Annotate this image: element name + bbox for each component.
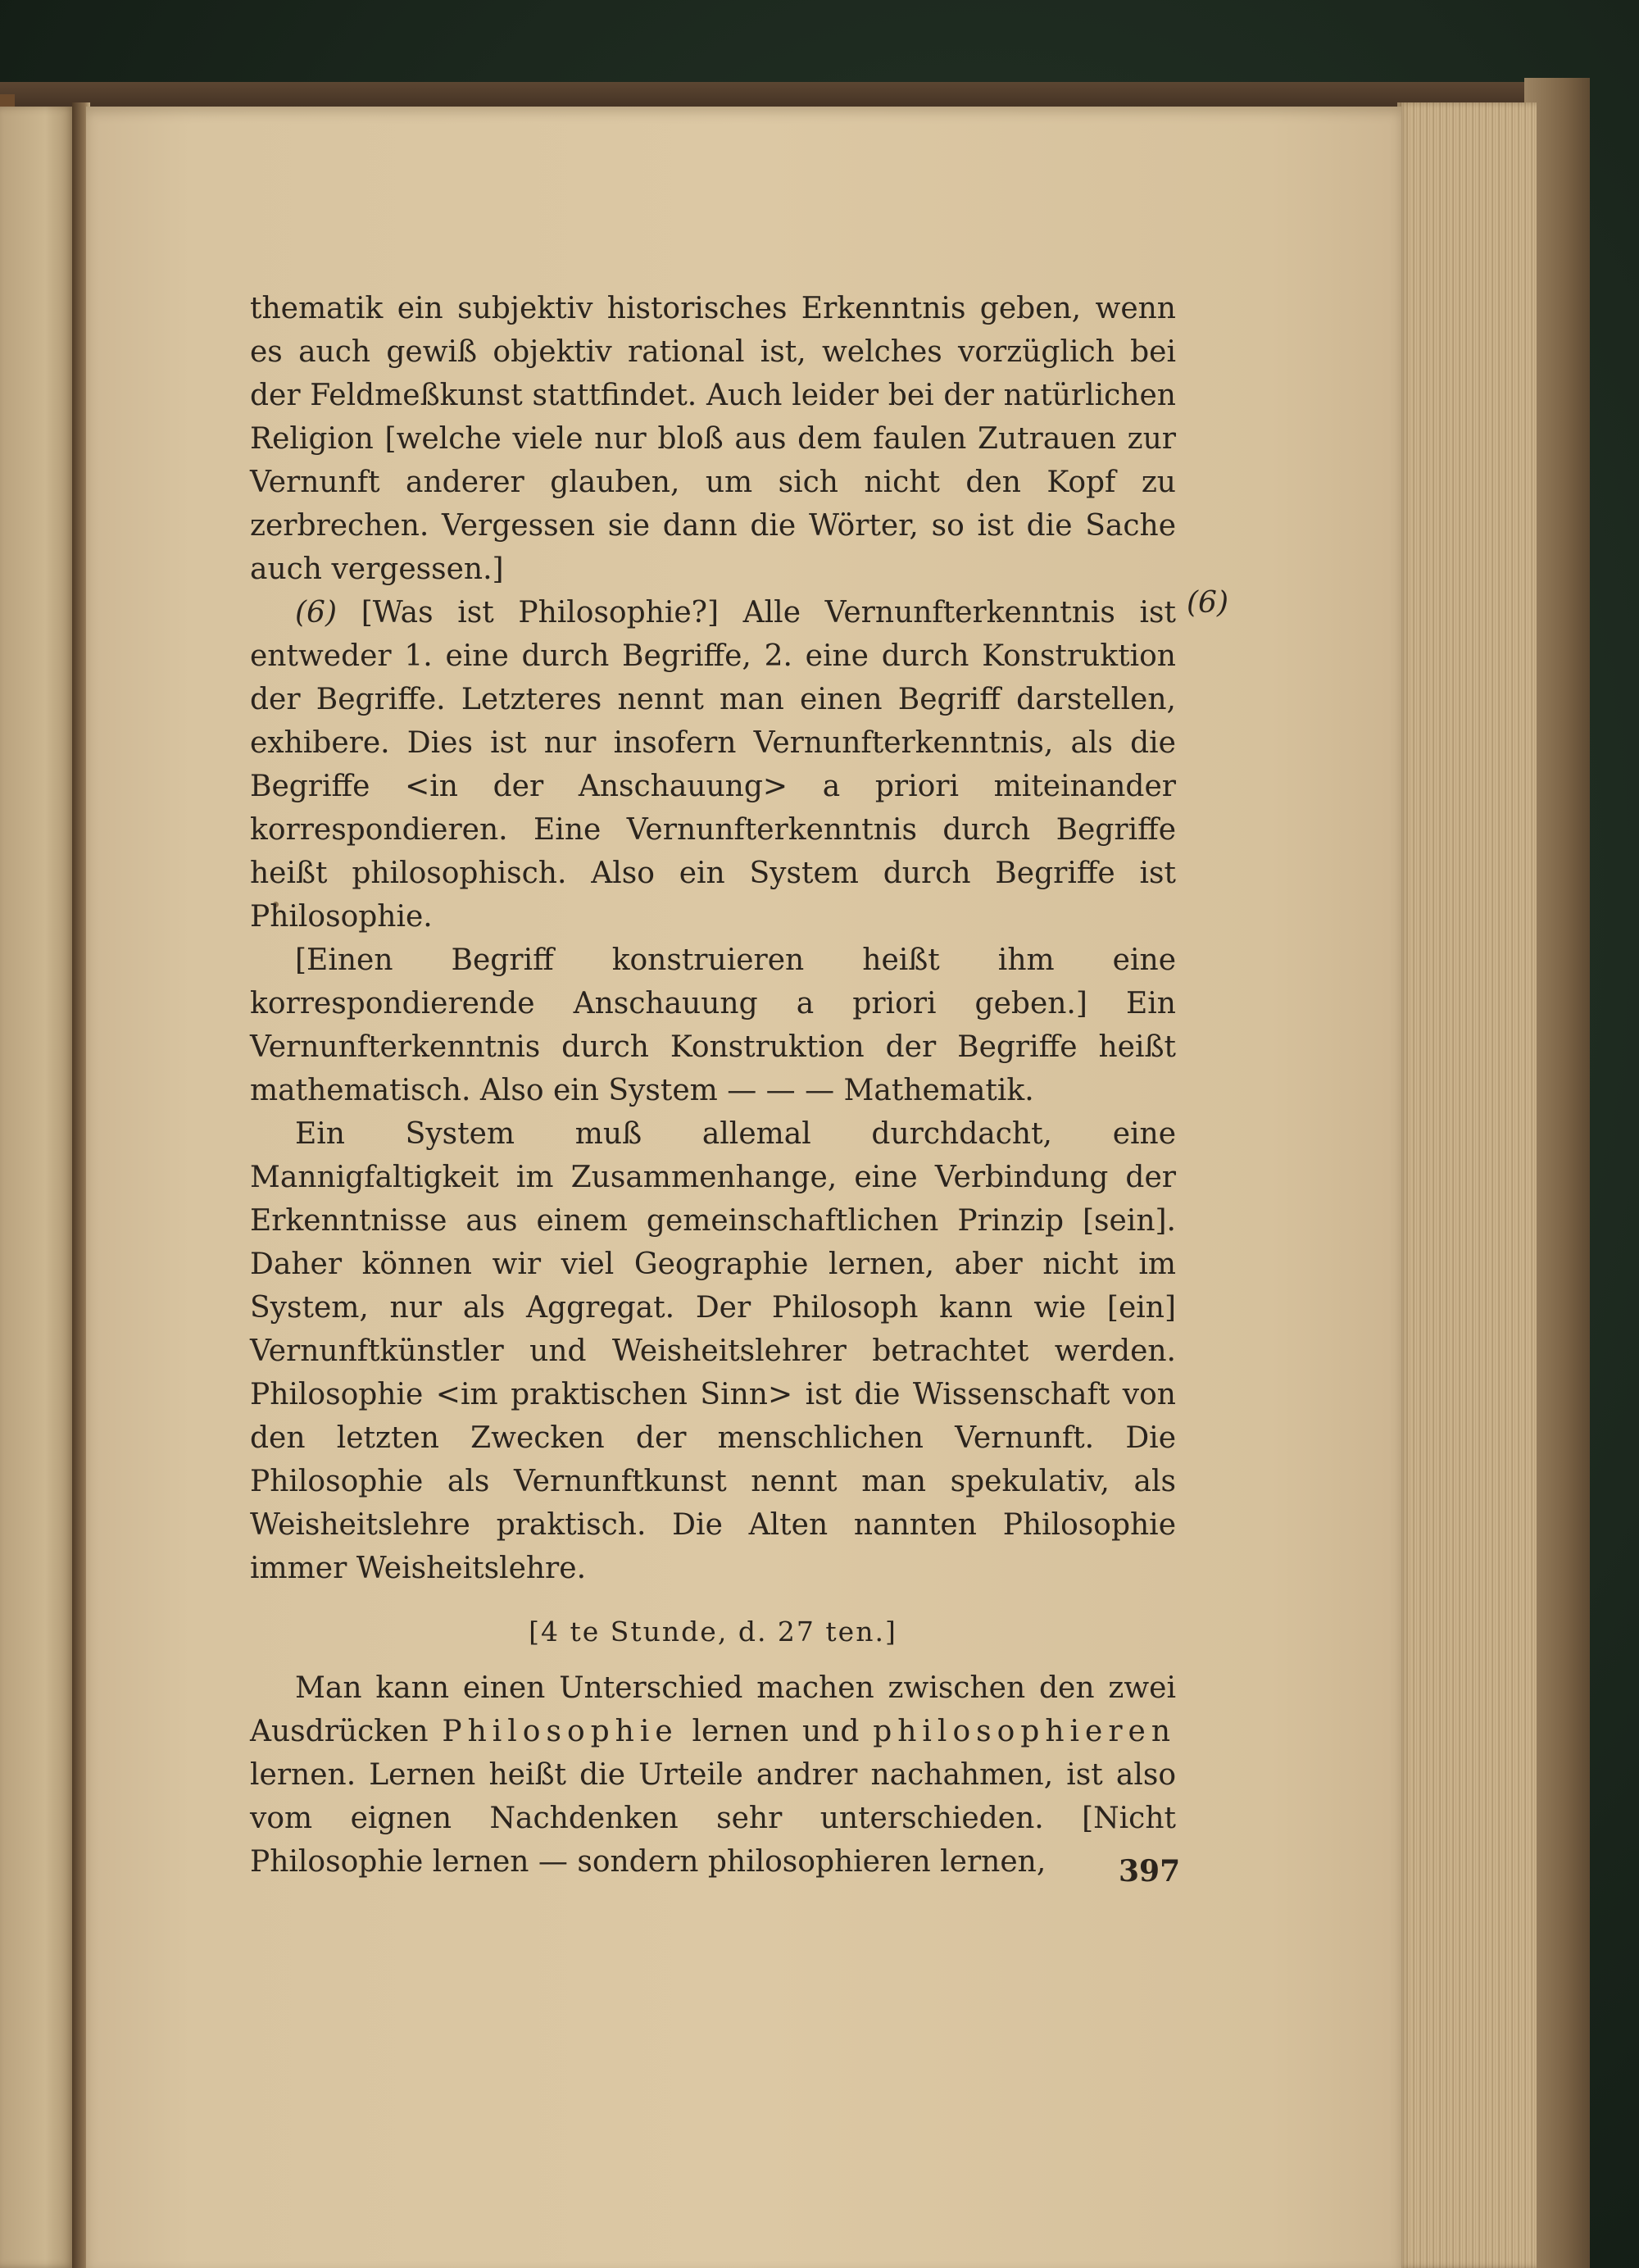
paragraph-6-text: [Was ist Philosophie?] Alle Vernunfterkenntnis ist entweder 1. eine durch Begriffe, 2. eine durch Konstruktion der Begriffe. Letzteres nennt man einen Begriff darstellen, exhibere. Dies ist nur insofern Vernunfterkenntnis, als die Begriffe <in der Anschauung> a priori miteinander korrespondieren. Eine Vernunfterkenntnis durch Begriffe heißt philosophisch. Also ein System durch Begriffe ist Philosophie. [250, 596, 1176, 934]
paragraph-lernen [250, 1666, 1176, 1884]
term-philosophie: Philosophie [442, 1715, 679, 1748]
section-heading: [4 te Stunde, d. 27 ten.] [529, 1616, 897, 1648]
paragraph-continuation: thematik ein subjektiv historisches Erkenntnis geben, wenn es auch gewiß objektiv rational ist, welches vorzüglich bei der Feldmeßkunst stattfindet. Auch leider bei der natürlichen Religion [welche viele nur bloß aus dem faulen Zutrauen zur Vernunft anderer glauben, um sich nicht den Kopf zu zerbrechen. Vergessen sie dann die Wörter, so ist die Sache auch vergessen.] [250, 292, 1176, 586]
paragraph-system: Ein System muß allemal durchdacht, eine Mannigfaltigkeit im Zusammenhange, eine Verbindung der Erkenntnisse aus einem gemeinschaftlichen Prinzip [sein]. Daher können wir viel Geographie lernen, aber nicht im System, nur als Aggregat. Der Philosoph kann wie [ein] Vernunftkünstler und Weisheitslehrer betrachtet werden. Philosophie <im praktischen Sinn> ist die Wissenschaft von den letzten Zwecken der menschlichen Vernunft. Die Philosophie als Vernunftkunst nennt man spekulativ, als Weisheitslehre praktisch. Die Alten nannten Philosophie immer Weisheitslehre. [250, 1117, 1176, 1585]
page-stack-edges [1397, 102, 1537, 2268]
term-philosophieren: philosophieren [873, 1715, 1177, 1748]
page-number: 397 [1119, 1854, 1181, 1888]
paragraph-6 [250, 591, 1176, 939]
paragraph-number: (6) [295, 596, 337, 629]
paragraph-lernen-start: Man kann einen Unterschied machen zwischen den zwei Ausdrücken [250, 1671, 1176, 1748]
margin-number: (6) [1187, 586, 1228, 620]
paragraph-lernen-end: lernen. Lernen heißt die Urteile andrer nachahmen, ist also vom eignen Nachdenken sehr unterschieden. [Nicht Philosophie lernen — sondern philosophieren lernen, [250, 1758, 1176, 1879]
page-text [250, 287, 1176, 1884]
paragraph-lernen-mid: lernen und [692, 1715, 860, 1748]
left-page-edge [0, 107, 75, 2268]
paragraph-konstruieren: [Einen Begriff konstruieren heißt ihm eine korrespondierende Anschauung a priori geben.] Ein Vernunfterkenntnis durch Konstruktion der Begriffe heißt mathematisch. Also ein System — — — Mathematik. [250, 943, 1176, 1107]
